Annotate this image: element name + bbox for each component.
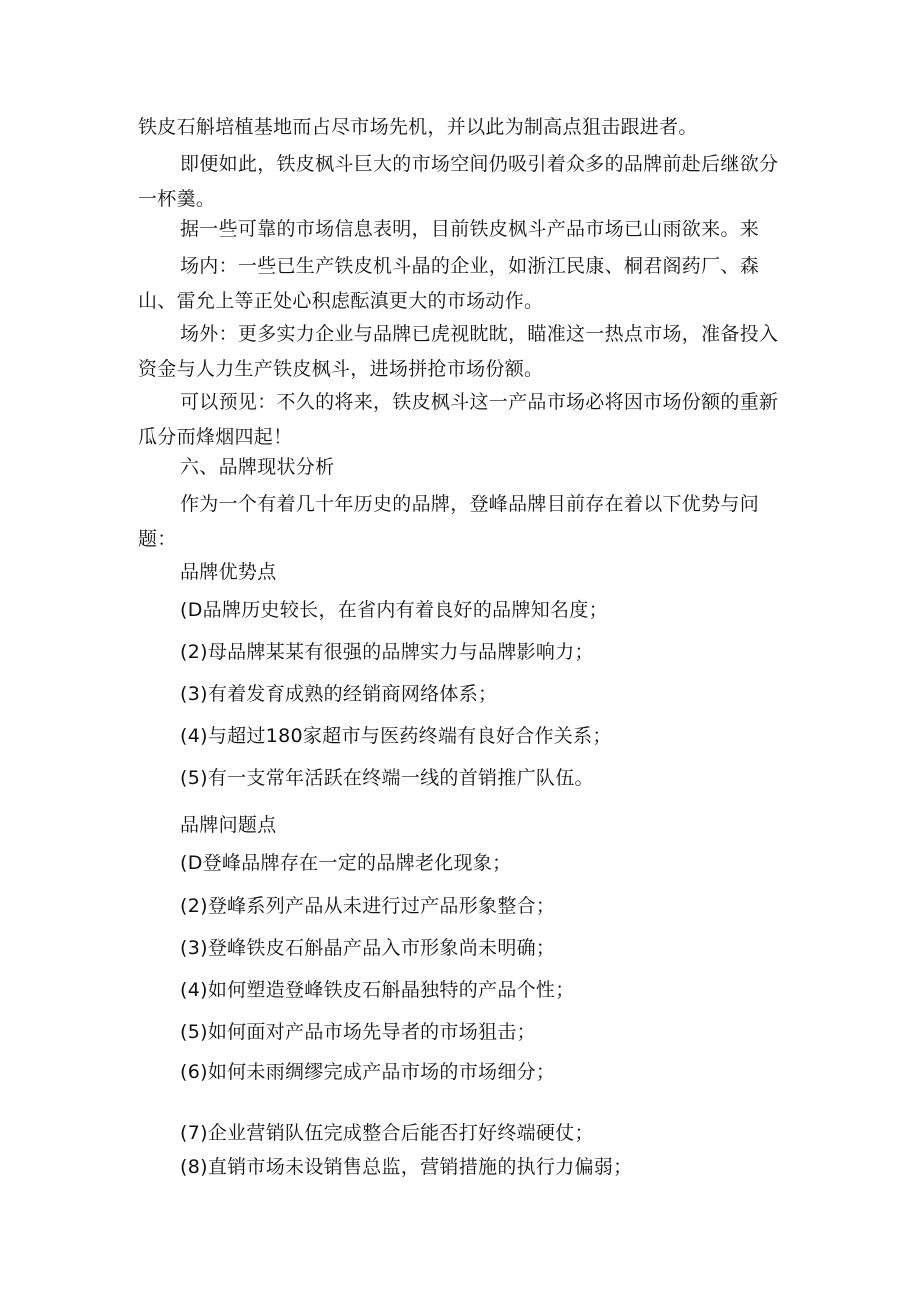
list-item: (3)有着发育成熟的经销商网络体系； (180, 683, 498, 705)
paragraph: 场内：一些已生产铁皮机斗晶的企业，如浙江民康、桐君阁药厂、森山、雷允上等正处心积虑酝滇更大的市场动作。 (138, 255, 760, 312)
list-item: (4)与超过180家超市与医药终端有良好合作关系； (180, 725, 612, 747)
paragraph: 可以预见：不久的将来，铁皮枫斗这一产品市场必将因市场份额的重新瓜分而烽烟四起！ (138, 391, 779, 448)
paragraph-line: 铁皮石斛培植基地而占尽市场先机，并以此为制高点狙击跟进者。 (138, 116, 698, 138)
list-item: (D品牌历史较长，在省内有着良好的品牌知名度； (180, 599, 608, 621)
list-item: (5)如何面对产品市场先导者的市场狙击； (180, 1021, 536, 1043)
paragraph: 作为一个有着几十年历史的品牌，登峰品牌目前存在着以下优势与问题： (138, 493, 760, 550)
list-item: (2)母品牌某某有很强的品牌实力与品牌影响力； (180, 641, 594, 663)
list-item: (5)有一支常年活跃在终端一线的首销推广队伍。 (180, 767, 594, 789)
section-heading: 六、品牌现状分析 (180, 456, 335, 478)
problems-heading: 品牌问题点 (180, 814, 277, 836)
advantages-heading: 品牌优势点 (180, 561, 277, 583)
list-item: (D登峰品牌存在一定的品牌老化现象； (180, 852, 512, 874)
list-item: (2)登峰系列产品从未进行过产品形象整合； (180, 895, 556, 917)
list-item: (3)登峰铁皮石斛晶产品入市形象尚未明确； (180, 937, 556, 959)
paragraph: 场外：更多实力企业与品牌已虎视眈眈，瞄准这一热点市场，准备投入资金与人力生产铁皮枫斗，进场拼抢市场份额。 (138, 323, 779, 380)
paragraph: 即便如此，铁皮枫斗巨大的市场空间仍吸引着众多的品牌前赴后继欲分一杯羹。 (138, 153, 779, 210)
list-item: (7)企业营销队伍完成整合后能否打好终端硬仗； (180, 1122, 594, 1144)
list-item: (4)如何塑造登峰铁皮石斛晶独特的产品个性； (180, 979, 575, 1001)
list-item: (6)如何未雨绸缪完成产品市场的市场细分； (180, 1061, 556, 1083)
list-item: (8)直销市场未设销售总监，营销措施的执行力偏弱； (180, 1156, 633, 1178)
paragraph-line: 据一些可靠的市场信息表明，目前铁皮枫斗产品市场已山雨欲来。来 (180, 218, 760, 240)
